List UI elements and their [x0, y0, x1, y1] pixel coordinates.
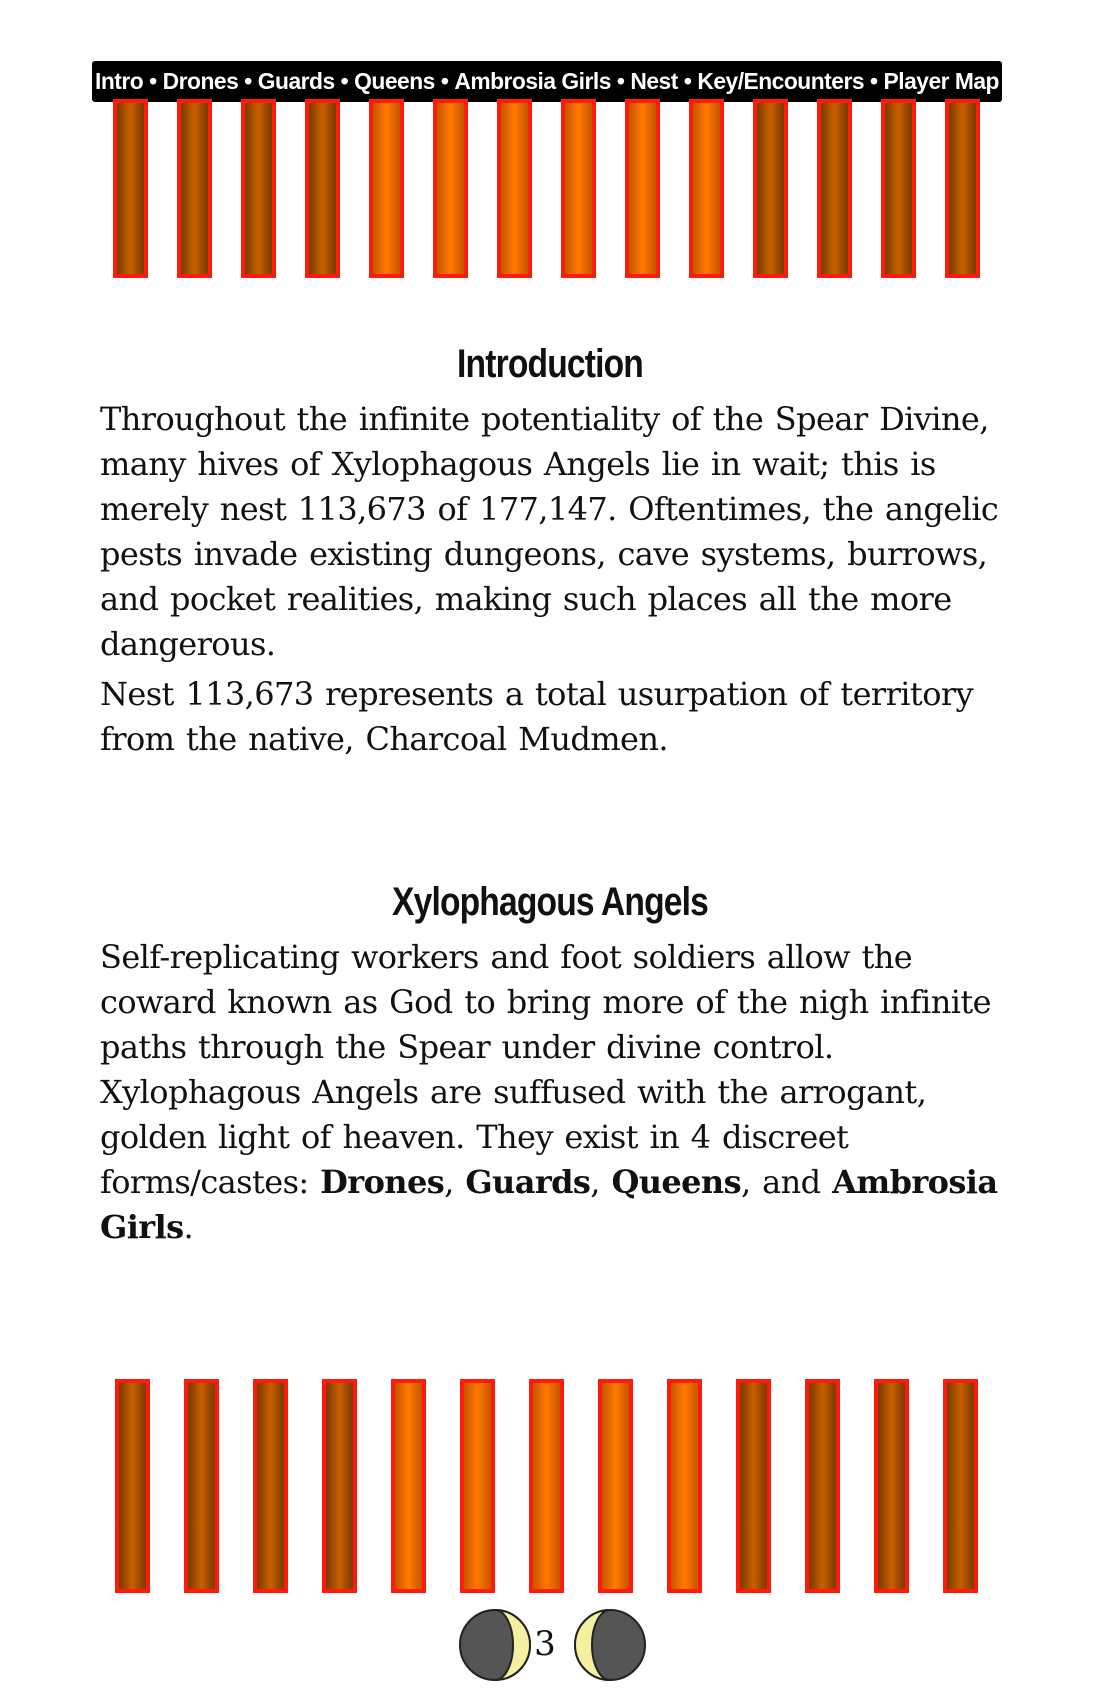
xylophagous-angels-paragraph: [100, 935, 1000, 1250]
decorative-stripe: [561, 99, 596, 278]
page-number: 3: [534, 1624, 556, 1664]
angels-text: Self-replicating workers and foot soldiers allow the coward known as God to bring more of the nigh infinite paths through the Spear under divine control. Xylophagous Angels are suffused with the arrogant, golden light of heaven. They exist in 4 discreet forms/castes:: [100, 938, 991, 1201]
xylophagous-angels-body: [100, 935, 1000, 1250]
decorative-stripe: [369, 99, 404, 278]
decorative-stripe: [391, 1379, 426, 1593]
waxing-moon-icon: [457, 1608, 537, 1683]
decorative-stripe: [945, 99, 980, 278]
and-separator: , and: [741, 1163, 833, 1201]
decorative-stripe: [598, 1379, 633, 1593]
decorative-stripe: [115, 1379, 150, 1593]
caste-guards: Guards: [465, 1163, 591, 1201]
decorative-stripe: [460, 1379, 495, 1593]
decorative-stripe: [497, 99, 532, 278]
nav-link-intro[interactable]: Intro: [94, 68, 144, 94]
decorative-stripe: [253, 1379, 288, 1593]
nav-link-nest[interactable]: Nest: [630, 68, 678, 94]
decorative-stripe: [874, 1379, 909, 1593]
comma-separator: ,: [590, 1163, 612, 1201]
introduction-heading: Introduction: [457, 342, 643, 386]
decorative-stripe: [113, 99, 148, 278]
decorative-stripe: [177, 99, 212, 278]
waning-moon-icon: [570, 1608, 650, 1683]
nav-link-player-map[interactable]: Player Map: [883, 68, 999, 94]
nav-separator: •: [244, 68, 252, 94]
decorative-stripe: [881, 99, 916, 278]
introduction-body: [100, 397, 1000, 762]
caste-drones: Drones: [320, 1163, 445, 1201]
introduction-paragraph: Nest 113,673 represents a total usurpation of territory from the native, Charcoal Mudmen.: [100, 675, 974, 758]
caste-ambrosia-girls: Ambrosia Girls: [100, 1163, 998, 1246]
decorative-stripe: [817, 99, 852, 278]
nav-separator: •: [440, 68, 449, 94]
nav-separator: •: [340, 68, 349, 94]
decorative-stripe: [529, 1379, 564, 1593]
decorative-stripe: [184, 1379, 219, 1593]
decorative-stripe: [689, 99, 724, 278]
xylophagous-angels-heading: Xylophagous Angels: [392, 880, 708, 924]
decorative-stripe: [753, 99, 788, 278]
sentence-end: .: [183, 1208, 194, 1246]
nav-separator: •: [616, 68, 625, 94]
decorative-stripe: [305, 99, 340, 278]
nav-link-key-encounters[interactable]: Key/Encounters: [697, 68, 865, 94]
nav-link-drones[interactable]: Drones: [162, 68, 239, 94]
nav-separator: •: [683, 68, 692, 94]
decorative-stripe: [736, 1379, 771, 1593]
nav-link-ambrosia-girls[interactable]: Ambrosia Girls: [454, 68, 611, 94]
decorative-stripe: [625, 99, 660, 278]
decorative-stripe: [322, 1379, 357, 1593]
top-stripe-banner: [0, 99, 1100, 278]
decorative-stripe: [805, 1379, 840, 1593]
caste-queens: Queens: [611, 1163, 741, 1201]
decorative-stripe: [667, 1379, 702, 1593]
introduction-paragraph: Throughout the infinite potentiality of the Spear Divine, many hives of Xylophagous Angels lie in wait; this is merely nest 113,673 of 177,147. Oftentimes, the angelic pests invade existing dungeons, cave systems, burrows, and pocket realities, making such places all the more dangerous.: [100, 400, 999, 663]
page-footer: [0, 1608, 1100, 1683]
nav-separator: •: [870, 68, 878, 94]
nav-separator: •: [149, 68, 157, 94]
decorative-stripe: [241, 99, 276, 278]
nav-link-queens[interactable]: Queens: [354, 68, 435, 94]
decorative-stripe: [433, 99, 468, 278]
nav-link-guards[interactable]: Guards: [257, 68, 335, 94]
nav-bar: [92, 61, 1002, 102]
comma-separator: ,: [444, 1163, 466, 1201]
bottom-stripe-banner: [0, 1379, 1100, 1593]
decorative-stripe: [943, 1379, 978, 1593]
